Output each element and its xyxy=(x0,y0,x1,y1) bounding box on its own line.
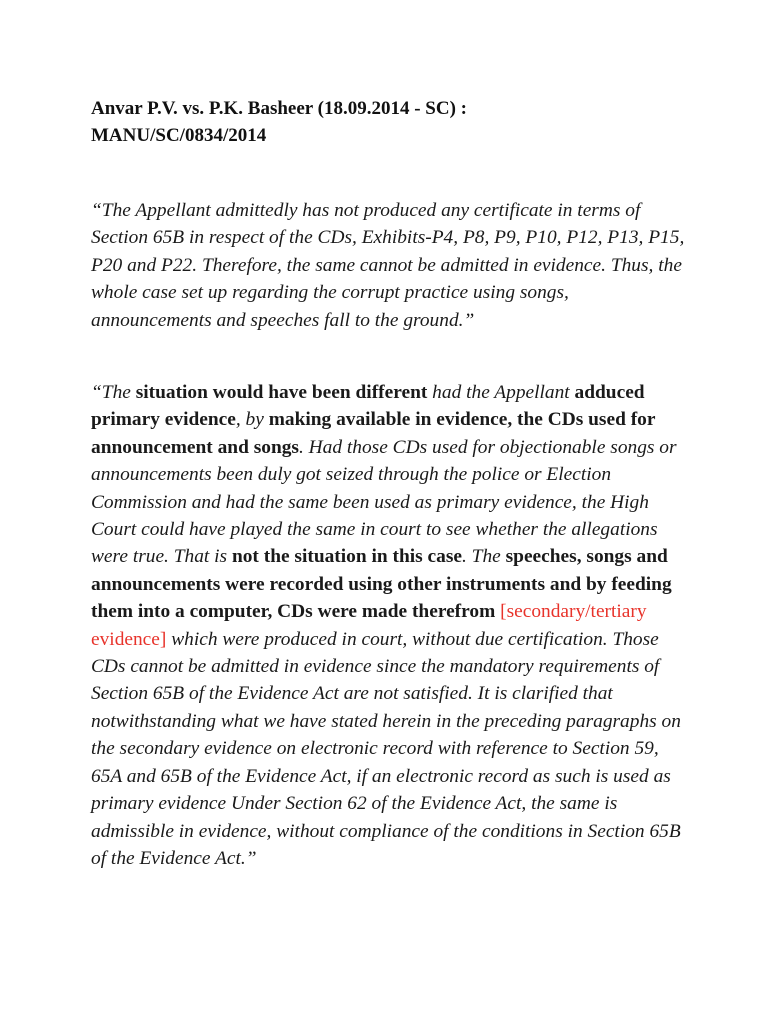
quote2-bold-text: situation would have been different xyxy=(135,382,428,403)
quote2-bold-text: making available in evidence, the CDs used for announcement and songs xyxy=(91,409,656,458)
quote2-text: “The xyxy=(91,382,136,403)
case-title-line-1: Anvar P.V. vs. P.K. Basheer (18.09.2014 - SC) : xyxy=(91,98,467,119)
case-citation: MANU/SC/0834/2014 xyxy=(91,125,267,146)
evidence-annotation: [secondary/tertiary evidence] xyxy=(91,601,647,650)
quote2-text: had the Appellant xyxy=(427,382,575,403)
quote2-text: . The xyxy=(461,546,506,568)
quote2-text: , by xyxy=(235,409,269,431)
quote-paragraph-2 xyxy=(91,379,691,872)
quote2-bold-text: speeches, songs and announcements were recorded using other instruments and by feeding them into a computer, CDs were made therefrom xyxy=(91,546,672,623)
quote-paragraph-1: “The Appellant admittedly has not produced any certificate in terms of Section 65B in respect of the CDs, Exhibits-P4, P8, P9, P10, P12, P13, P15, P20 and P22. Therefore, the same cannot be admitted in evidence. Thus, the whole case set up regarding the corrupt practice using songs, announcements and speeches fall to the ground.” xyxy=(91,200,685,331)
quote2-text: . Had those CDs used for objectionable songs or announcements been duly got seized through the police or Election Commission and had the same been used as primary evidence, the High Court could have played the same in court to see whether the allegations were true. That is xyxy=(91,436,677,568)
quote2-bold-text: adduced primary evidence xyxy=(91,382,645,431)
quote2-bold-text: not the situation in this case xyxy=(231,546,462,568)
case-title xyxy=(91,95,711,149)
quote2-text: which were produced in court, without due certification. Those CDs cannot be admitted in evidence since the mandatory requirements of Section 65B of the Evidence Act are not satisfied. It is clarified that notwithstanding what we have stated herein in the preceding paragraphs on the secondary evidence on electronic record with reference to Section 59, 65A and 65B of the Evidence Act, if an electronic record as such is used as primary evidence Under Section 62 of the Evidence Act, the same is admissible in evidence, without compliance of the conditions in Section 65B of the Evidence Act.” xyxy=(91,628,681,869)
